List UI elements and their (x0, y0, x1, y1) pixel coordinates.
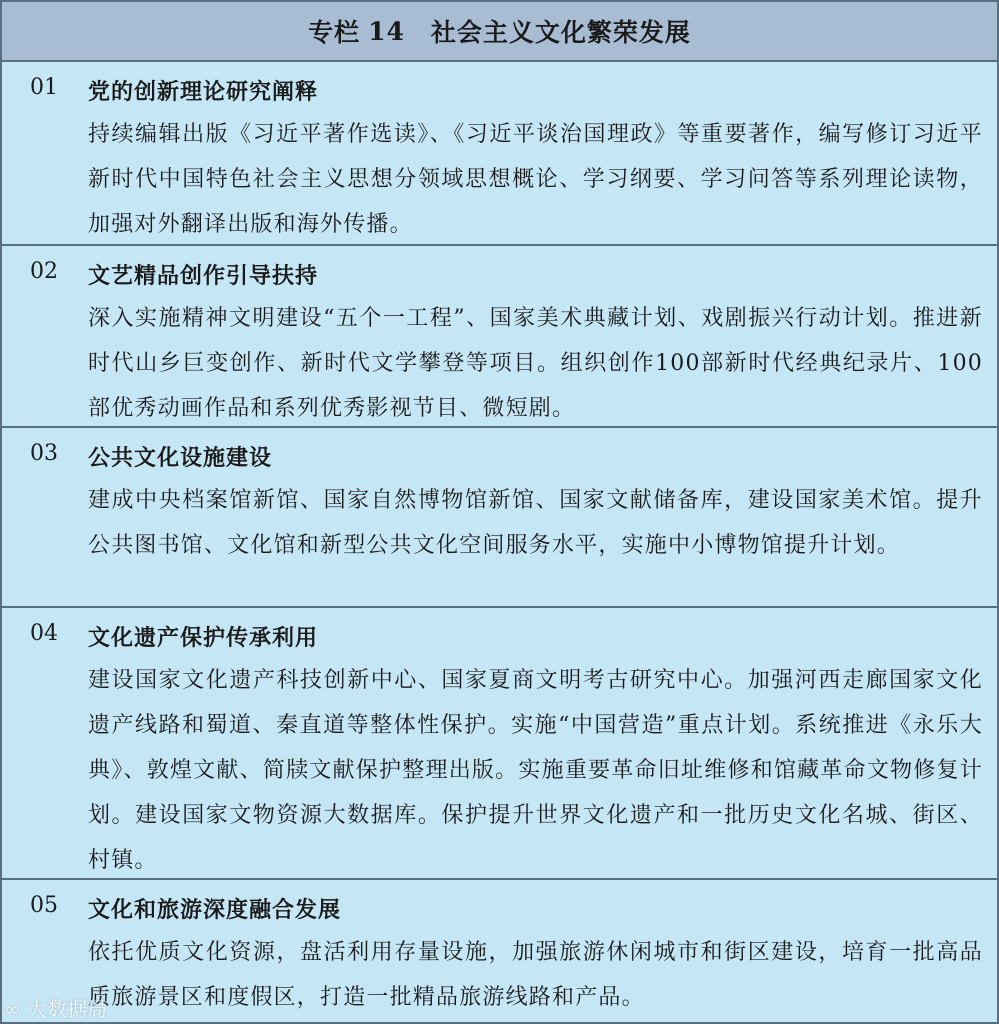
column-header (2, 2, 997, 62)
section-body: 深入实施精神文明建设“五个一工程”、国家美术典藏计划、戏剧振兴行动计划。推进新时代山乡巨变创作、新时代文学攀登等项目。组织创作100部新时代经典纪录片、100部优秀动画作品和系列优秀影视节目、微短剧。 (88, 306, 983, 421)
section-number: 03 (30, 441, 58, 466)
column-label: 专栏 (308, 18, 361, 47)
section-body: 依托优质文化资源，盘活利用存量设施，加强旅游休闲城市和街区建设，培育一批高品质旅游景区和度假区，打造一批精品旅游线路和产品。 (88, 940, 983, 1010)
section-number: 04 (30, 621, 58, 646)
watermark-text: 大数据局 (27, 997, 108, 1021)
section-title: 公共文化设施建设 (88, 445, 273, 471)
section-03 (2, 428, 997, 608)
section-body: 建设国家文化遗产科技创新中心、国家夏商文明考古研究中心。加强河西走廊国家文化遗产线路和蜀道、秦直道等整体性保护。实施“中国营造”重点计划。系统推进《永乐大典》、敦煌文献、简牍文献保护整理出版。实施重要革命旧址维修和馆藏革命文物修复计划。建设国家文物资源大数据库。保护提升世界文化遗产和一批历史文化名城、街区、村镇。 (88, 668, 983, 873)
section-05 (2, 880, 997, 1018)
section-title: 文艺精品创作引导扶持 (88, 263, 319, 289)
section-body: 持续编辑出版《习近平著作选读》、《习近平谈治国理政》等重要著作，编写修订习近平新时代中国特色社会主义思想分领域思想概论、学习纲要、学习问答等系列理论读物，加强对外翻译出版和海外传播。 (88, 122, 983, 237)
section-02 (2, 246, 997, 428)
section-title: 文化和旅游深度融合发展 (88, 897, 342, 923)
watermark-icon: ∞ (4, 997, 28, 1021)
watermark (4, 993, 107, 1022)
column-number: 14 (368, 16, 405, 46)
section-number: 05 (30, 893, 58, 918)
section-01 (2, 62, 997, 246)
section-04 (2, 608, 997, 880)
section-title: 文化遗产保护传承利用 (88, 625, 319, 651)
section-number: 01 (30, 75, 58, 100)
column-title: 社会主义文化繁荣发展 (430, 18, 691, 47)
section-title: 党的创新理论研究阐释 (88, 79, 319, 105)
section-body: 建成中央档案馆新馆、国家自然博物馆新馆、国家文献储备库，建设国家美术馆。提升公共图书馆、文化馆和新型公共文化空间服务水平，实施中小博物馆提升计划。 (88, 488, 983, 558)
section-number: 02 (30, 259, 58, 284)
